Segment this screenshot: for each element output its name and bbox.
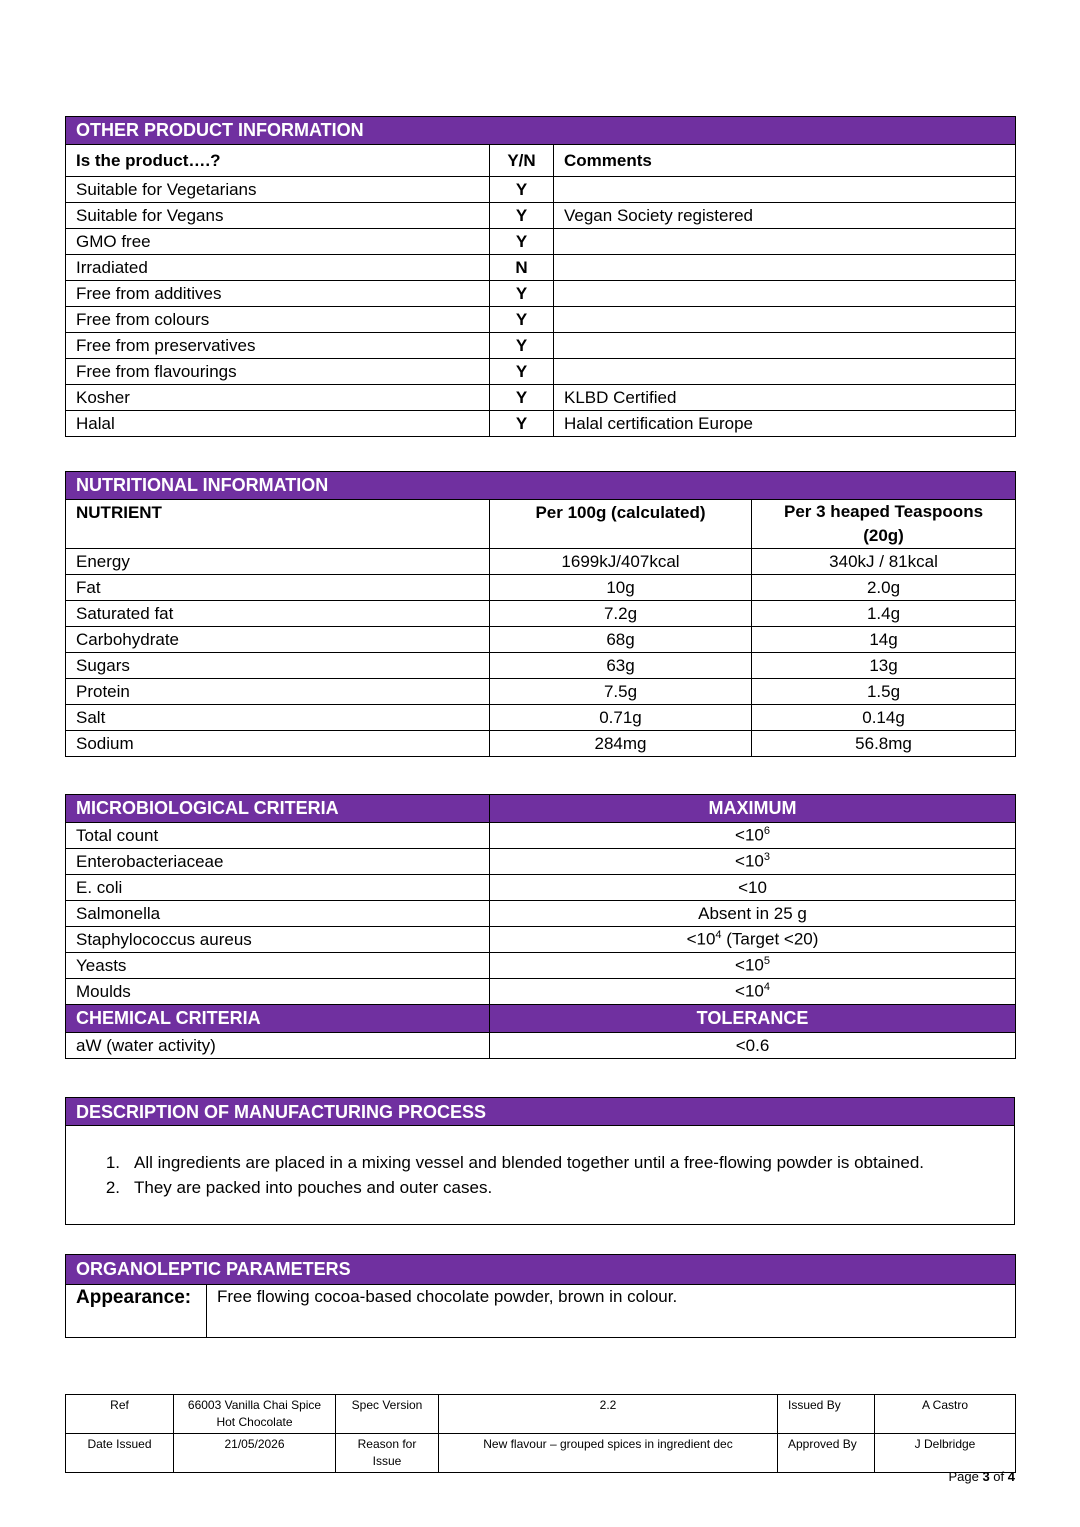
- micro-organism: Staphylococcus aureus: [66, 927, 490, 953]
- manufacturing-process-steps: [65, 1126, 1015, 1225]
- footer-ref-value: 66003 Vanilla Chai Spice Hot Chocolate: [174, 1395, 336, 1434]
- table-row: [66, 307, 1016, 333]
- product-question: Kosher: [66, 385, 490, 411]
- table-row: [66, 385, 1016, 411]
- table-row: [66, 823, 1016, 849]
- footer-approved-label: Approved By: [778, 1434, 875, 1473]
- table-row: [66, 927, 1016, 953]
- footer-date-value: 21/05/2026: [174, 1434, 336, 1473]
- maximum-value: [490, 901, 1016, 927]
- product-question: Free from additives: [66, 281, 490, 307]
- per-100g-value: 284mg: [490, 731, 752, 757]
- nutrient-name: Sodium: [66, 731, 490, 757]
- yn-value: Y: [490, 229, 554, 255]
- product-question: GMO free: [66, 229, 490, 255]
- yn-value: Y: [490, 281, 554, 307]
- per-100g-value: 10g: [490, 575, 752, 601]
- appearance-value: Free flowing cocoa-based chocolate powder, brown in colour.: [207, 1285, 1016, 1338]
- footer-issued-by-label: Issued By: [778, 1395, 875, 1434]
- column-header-yn: Y/N: [490, 145, 554, 177]
- per-serving-value: 1.5g: [752, 679, 1016, 705]
- maximum-note: (Target <20): [721, 929, 819, 949]
- footer-ref-label: Ref: [66, 1395, 174, 1434]
- page-number: [948, 1469, 1015, 1484]
- tolerance-value: <0.6: [490, 1033, 1016, 1059]
- per-100g-value: 68g: [490, 627, 752, 653]
- yn-value: Y: [490, 203, 554, 229]
- table-row: [66, 901, 1016, 927]
- comment: Halal certification Europe: [554, 411, 1016, 437]
- comment: [554, 333, 1016, 359]
- maximum-base: <10: [686, 929, 716, 949]
- column-header-per-100g: Per 100g (calculated): [490, 500, 752, 549]
- page-prefix: Page: [948, 1469, 983, 1484]
- step-text: All ingredients are placed in a mixing vessel and blended together until a free-flowing powder is obtained.: [134, 1153, 925, 1172]
- table-row: [66, 979, 1016, 1005]
- maximum-value: [490, 953, 1016, 979]
- table-row: [66, 875, 1016, 901]
- table-row: [66, 627, 1016, 653]
- table-row: [66, 359, 1016, 385]
- table-row: [66, 953, 1016, 979]
- manufacturing-process-title: DESCRIPTION OF MANUFACTURING PROCESS: [65, 1097, 1015, 1126]
- nutrient-name: Energy: [66, 549, 490, 575]
- per-serving-value: 13g: [752, 653, 1016, 679]
- comment: [554, 359, 1016, 385]
- per-100g-value: 0.71g: [490, 705, 752, 731]
- other-product-info-table: [65, 116, 1016, 437]
- page-current: 3: [982, 1469, 990, 1484]
- column-header-per-serving: Per 3 heaped Teaspoons (20g): [752, 500, 1016, 549]
- maximum-exponent: 4: [715, 929, 722, 942]
- footer-approved-value: J Delbridge: [875, 1434, 1016, 1473]
- table-row: [66, 849, 1016, 875]
- per-serving-value: 340kJ / 81kcal: [752, 549, 1016, 575]
- maximum-exponent: 5: [763, 955, 770, 968]
- other-product-info-title: OTHER PRODUCT INFORMATION: [66, 117, 1016, 145]
- micro-organism: Total count: [66, 823, 490, 849]
- nutrient-name: Protein: [66, 679, 490, 705]
- per-serving-value: 0.14g: [752, 705, 1016, 731]
- document-footer-table: [65, 1394, 1016, 1473]
- step-text: They are packed into pouches and outer cases.: [134, 1178, 493, 1197]
- column-header-nutrient: NUTRIENT: [66, 500, 490, 549]
- comment: [554, 177, 1016, 203]
- other-product-info-rows: [66, 177, 1016, 437]
- nutrition-rows: [66, 549, 1016, 757]
- column-header-maximum: MAXIMUM: [490, 795, 1016, 823]
- maximum-value: [490, 979, 1016, 1005]
- per-serving-value: 2.0g: [752, 575, 1016, 601]
- process-step: [66, 1175, 1014, 1200]
- step-number: 2.: [105, 1178, 120, 1197]
- maximum-value: [490, 823, 1016, 849]
- nutrition-title: NUTRITIONAL INFORMATION: [66, 472, 1016, 500]
- product-question: Free from flavourings: [66, 359, 490, 385]
- footer-spec-label: Spec Version: [336, 1395, 439, 1434]
- comment: [554, 229, 1016, 255]
- micro-organism: E. coli: [66, 875, 490, 901]
- per-100g-value: 63g: [490, 653, 752, 679]
- maximum-exponent: 6: [763, 825, 770, 838]
- maximum-exponent: 3: [763, 851, 770, 864]
- maximum-base: <10: [735, 851, 764, 871]
- table-row: [66, 229, 1016, 255]
- maximum-base: <10: [735, 981, 764, 1001]
- comment: KLBD Certified: [554, 385, 1016, 411]
- comment: [554, 307, 1016, 333]
- yn-value: Y: [490, 307, 554, 333]
- yn-value: Y: [490, 359, 554, 385]
- product-question: Suitable for Vegans: [66, 203, 490, 229]
- process-step: [66, 1150, 1014, 1175]
- micro-organism: Moulds: [66, 979, 490, 1005]
- yn-value: Y: [490, 411, 554, 437]
- manufacturing-process-section: [65, 1097, 1015, 1225]
- footer-reason-value: New flavour – grouped spices in ingredient dec: [439, 1434, 778, 1473]
- yn-value: Y: [490, 177, 554, 203]
- table-row: [66, 203, 1016, 229]
- table-row: [66, 255, 1016, 281]
- organoleptic-table: [65, 1254, 1016, 1338]
- step-number: 1.: [105, 1153, 120, 1172]
- yn-value: Y: [490, 385, 554, 411]
- per-serving-value: 1.4g: [752, 601, 1016, 627]
- comment: [554, 255, 1016, 281]
- table-row: [66, 411, 1016, 437]
- nutrient-name: Salt: [66, 705, 490, 731]
- yn-value: Y: [490, 333, 554, 359]
- page-total: 4: [1007, 1469, 1015, 1484]
- micro-chemical-table: [65, 794, 1016, 1059]
- comment: Vegan Society registered: [554, 203, 1016, 229]
- maximum-base: <10: [735, 955, 764, 975]
- footer-reason-label: Reason for Issue: [336, 1434, 439, 1473]
- product-question: Halal: [66, 411, 490, 437]
- table-row: [66, 705, 1016, 731]
- chemical-name: aW (water activity): [66, 1033, 490, 1059]
- page-of: of: [989, 1469, 1008, 1484]
- column-header-comments: Comments: [554, 145, 1016, 177]
- micro-title: MICROBIOLOGICAL CRITERIA: [66, 795, 490, 823]
- column-header-tolerance: TOLERANCE: [490, 1005, 1016, 1033]
- table-row: [66, 601, 1016, 627]
- per-serving-value: 14g: [752, 627, 1016, 653]
- maximum-base: Absent in 25 g: [698, 903, 807, 923]
- table-row: [66, 653, 1016, 679]
- per-100g-value: 7.5g: [490, 679, 752, 705]
- micro-organism: Yeasts: [66, 953, 490, 979]
- maximum-base: <10: [738, 877, 767, 897]
- table-row: [66, 281, 1016, 307]
- nutrient-name: Carbohydrate: [66, 627, 490, 653]
- yn-value: N: [490, 255, 554, 281]
- nutrient-name: Fat: [66, 575, 490, 601]
- maximum-value: [490, 875, 1016, 901]
- organoleptic-title: ORGANOLEPTIC PARAMETERS: [66, 1255, 1016, 1285]
- table-row: [66, 575, 1016, 601]
- appearance-label: Appearance:: [66, 1285, 207, 1338]
- micro-rows: [66, 823, 1016, 1005]
- nutrition-table: [65, 471, 1016, 757]
- table-row: [66, 177, 1016, 203]
- table-row: [66, 549, 1016, 575]
- nutrient-name: Saturated fat: [66, 601, 490, 627]
- table-row: [66, 333, 1016, 359]
- micro-organism: Enterobacteriaceae: [66, 849, 490, 875]
- per-serving-value: 56.8mg: [752, 731, 1016, 757]
- chemical-rows: [66, 1033, 1016, 1059]
- product-question: Suitable for Vegetarians: [66, 177, 490, 203]
- micro-organism: Salmonella: [66, 901, 490, 927]
- column-header-question: Is the product….?: [66, 145, 490, 177]
- product-question: Free from preservatives: [66, 333, 490, 359]
- maximum-base: <10: [735, 825, 764, 845]
- product-question: Irradiated: [66, 255, 490, 281]
- footer-spec-value: 2.2: [439, 1395, 778, 1434]
- table-row: [66, 679, 1016, 705]
- nutrient-name: Sugars: [66, 653, 490, 679]
- maximum-exponent: 4: [763, 981, 770, 994]
- footer-date-label: Date Issued: [66, 1434, 174, 1473]
- footer-issued-by-value: A Castro: [875, 1395, 1016, 1434]
- table-row: [66, 1033, 1016, 1059]
- per-100g-value: 1699kJ/407kcal: [490, 549, 752, 575]
- table-row: [66, 731, 1016, 757]
- maximum-value: [490, 927, 1016, 953]
- per-100g-value: 7.2g: [490, 601, 752, 627]
- maximum-value: [490, 849, 1016, 875]
- chemical-title: CHEMICAL CRITERIA: [66, 1005, 490, 1033]
- product-question: Free from colours: [66, 307, 490, 333]
- comment: [554, 281, 1016, 307]
